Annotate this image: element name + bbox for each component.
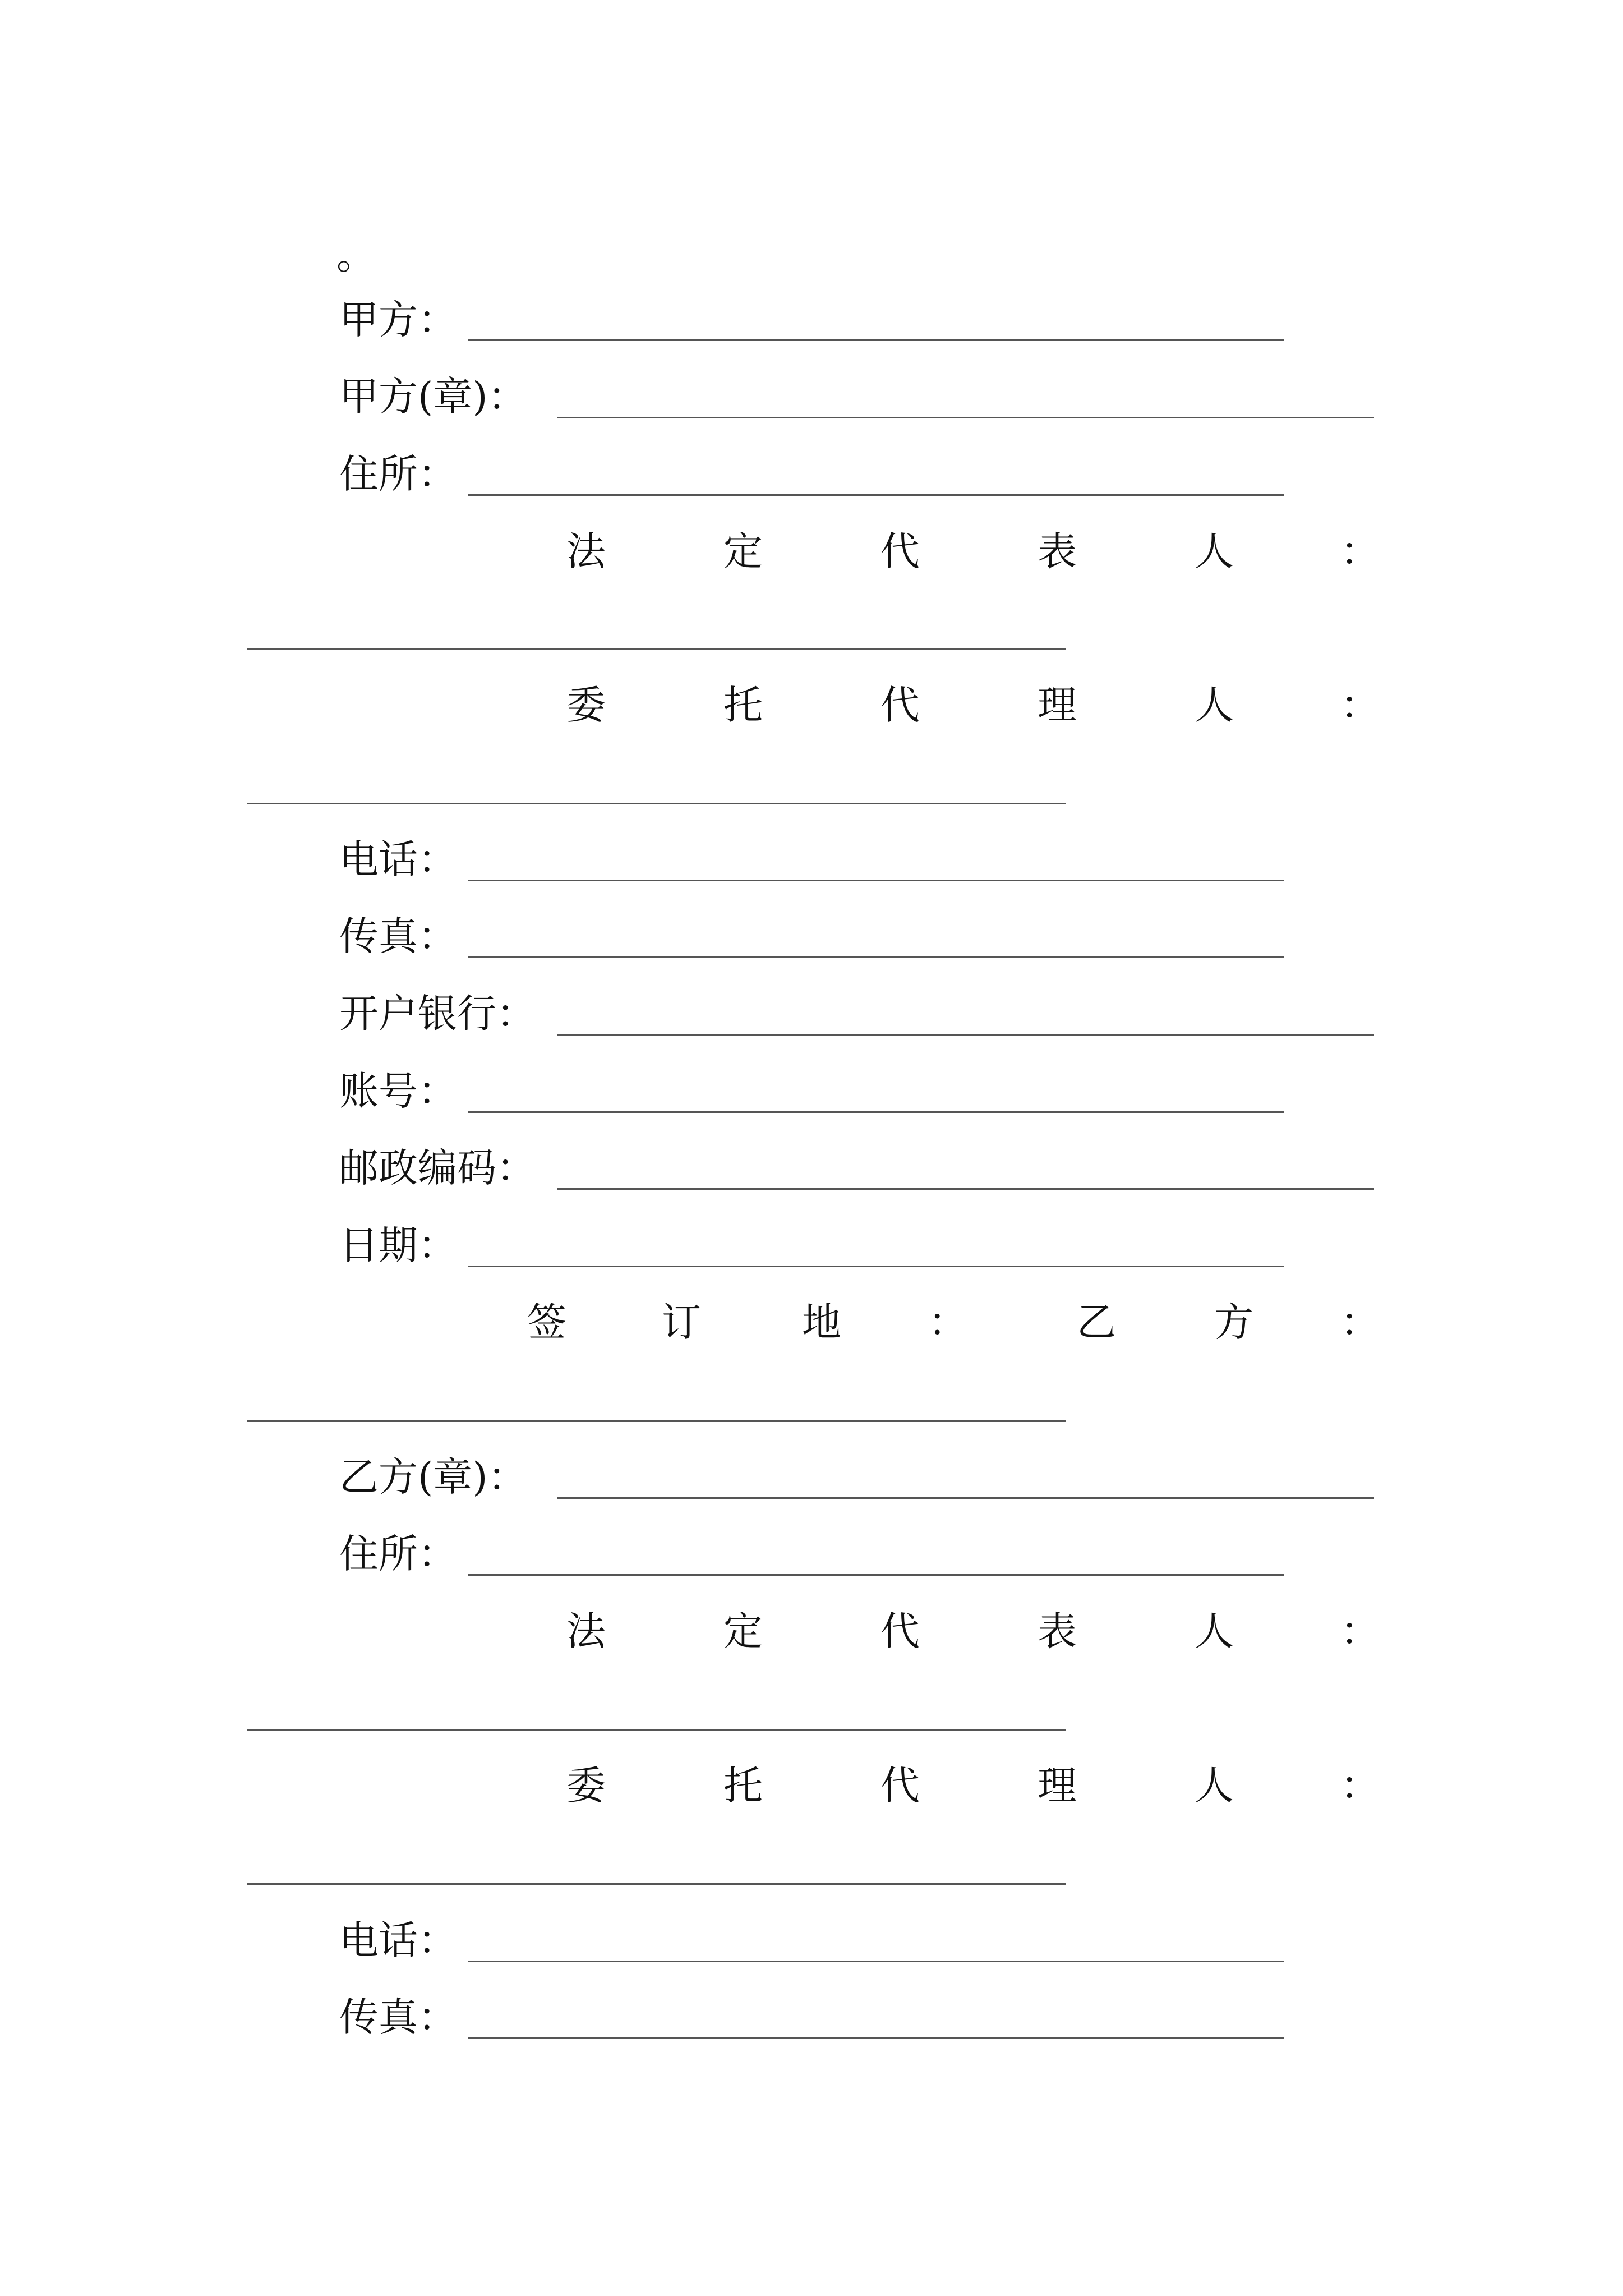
- party-a-agent-char: 人: [1195, 682, 1234, 728]
- party-a-seal-label: 甲方(章)：: [339, 374, 527, 420]
- party-b-legal-rep-char: 表: [1038, 1608, 1077, 1654]
- party-b-agent-char: 委: [566, 1763, 606, 1809]
- party-b-legal-rep-char: 代: [880, 1608, 920, 1654]
- party-b-agent-field[interactable]: [247, 1883, 1066, 1885]
- signing-place-char: ：: [928, 1299, 967, 1345]
- party-a-account-label: 账号：: [339, 1068, 457, 1114]
- party-a-bank-field[interactable]: [557, 1034, 1374, 1036]
- party-b-legal-rep-char: 定: [723, 1608, 763, 1654]
- party-b-agent-char: 理: [1038, 1763, 1077, 1809]
- party-a-bank-label: 开户银行：: [339, 991, 536, 1037]
- signing-place-char: 方: [1214, 1299, 1253, 1345]
- party-a-seal-field[interactable]: [557, 417, 1374, 418]
- party-a-legal-rep-char: ：: [1340, 528, 1380, 574]
- party-a-agent-char: 理: [1038, 682, 1077, 728]
- party-b-address-field[interactable]: [468, 1574, 1284, 1576]
- party-b-address-label: 住所：: [339, 1531, 457, 1577]
- party-a-agent-char: 代: [880, 682, 920, 728]
- signing-place-field[interactable]: [247, 1420, 1066, 1422]
- party-a-name-label: 甲方：: [339, 297, 457, 343]
- party-a-fax-field[interactable]: [468, 956, 1284, 958]
- party-a-phone-field[interactable]: [468, 880, 1284, 881]
- party-b-legal-rep-char: 人: [1195, 1608, 1234, 1654]
- party-b-legal-rep-char: ：: [1340, 1608, 1380, 1654]
- party-a-date-field[interactable]: [468, 1266, 1284, 1267]
- party-a-name-field[interactable]: [468, 339, 1284, 341]
- party-b-fax-field[interactable]: [468, 2037, 1284, 2039]
- party-a-agent-char: 托: [723, 682, 763, 728]
- party-a-legal-rep-field[interactable]: [247, 648, 1066, 650]
- party-b-agent-char: 人: [1195, 1763, 1234, 1809]
- party-a-legal-rep-char: 定: [723, 528, 763, 574]
- party-a-address-field[interactable]: [468, 494, 1284, 496]
- party-a-phone-label: 电话：: [339, 836, 457, 882]
- party-a-agent-field[interactable]: [247, 803, 1066, 804]
- party-b-legal-rep-field[interactable]: [247, 1729, 1066, 1731]
- party-a-legal-rep-char: 人: [1195, 528, 1234, 574]
- party-b-phone-label: 电话：: [339, 1917, 457, 1963]
- party-b-agent-char: 托: [723, 1763, 763, 1809]
- signing-place-char: ：: [1340, 1299, 1380, 1345]
- party-a-agent-char: ：: [1340, 682, 1380, 728]
- party-b-seal-field[interactable]: [557, 1497, 1374, 1499]
- party-a-postcode-field[interactable]: [557, 1188, 1374, 1190]
- party-b-seal-label: 乙方(章)：: [339, 1454, 527, 1500]
- party-b-legal-rep-char: 法: [566, 1608, 606, 1654]
- party-b-phone-field[interactable]: [468, 1961, 1284, 1962]
- party-a-legal-rep-char: 代: [880, 528, 920, 574]
- party-a-postcode-label: 邮政编码：: [339, 1145, 536, 1191]
- party-a-agent-char: 委: [566, 682, 606, 728]
- signing-place-char: 地: [802, 1299, 841, 1345]
- party-a-fax-label: 传真：: [339, 913, 457, 959]
- party-b-agent-char: 代: [880, 1763, 920, 1809]
- top-period-mark: 。: [336, 232, 376, 278]
- signing-place-char: 订: [662, 1299, 701, 1345]
- signing-place-char: 乙: [1077, 1299, 1116, 1345]
- party-b-agent-char: ：: [1340, 1763, 1380, 1809]
- party-b-fax-label: 传真：: [339, 1994, 457, 2040]
- party-a-date-label: 日期：: [339, 1222, 457, 1268]
- party-a-account-field[interactable]: [468, 1111, 1284, 1113]
- signing-place-char: 签: [527, 1299, 566, 1345]
- party-a-legal-rep-char: 表: [1038, 528, 1077, 574]
- party-a-address-label: 住所：: [339, 451, 457, 497]
- party-a-legal-rep-char: 法: [566, 528, 606, 574]
